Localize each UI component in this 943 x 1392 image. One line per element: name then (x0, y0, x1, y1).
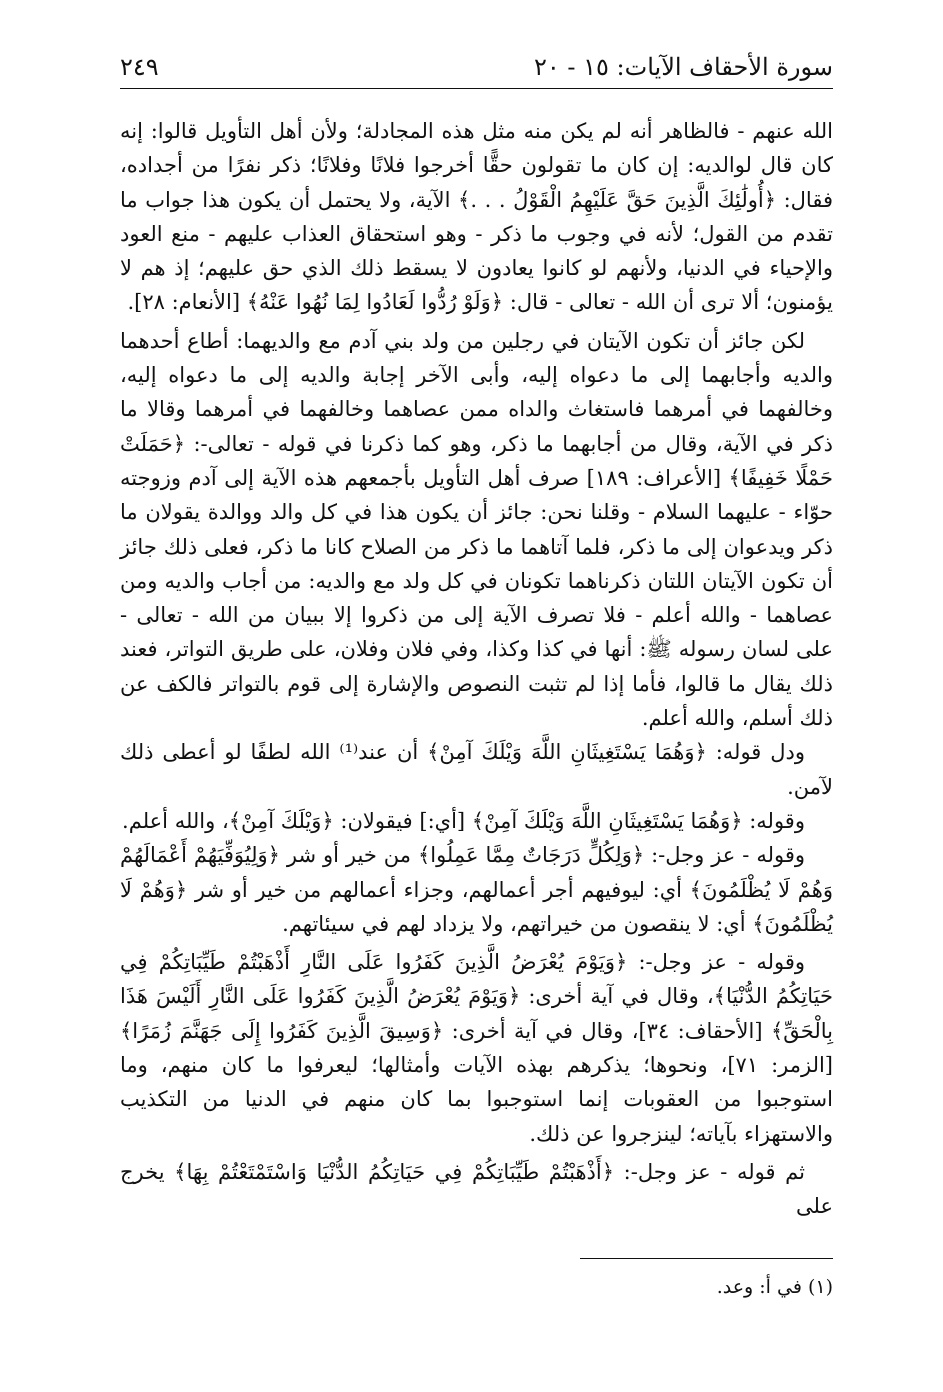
paragraph: لكن جائز أن تكون الآيتان في رجلين من ولد بني آدم مع والديهما: أطاع أحدهما والديه وأجابهما إلى ما دعواه إليه، وأبى الآخر إجابة والديه إلى ما دعواه إليه، وخالفهما في أمرهما فاستغاث والداه ممن عصاهما وخالفهما في أمرهما وقالا ما ذكر في الآية، وقال من أجابهما ما ذكر، وهو كما ذكرنا في قوله - تعالى-: ﴿حَمَلَتْ حَمْلًا خَفِيفًا﴾ [الأعراف: ١٨٩] صرف أهل التأويل بأجمعهم هذه الآية إلى آدم وزوجته حوّاء - عليهما السلام - وقلنا نحن: جائز أن يكون هذا في كل والد ووالدة يقولان ما ذكر ويدعوان إلى ما ذكر، فلما آتاهما ما ذكر من الصلاح كانا ما ذكر، فعلى ذلك جائز أن تكون الآيتان اللتان ذكرناهما تكونان في كل ولد مع والديه: من أجاب والديه ومن عصاهما - والله أعلم - فلا تصرف الآية إلى من ذكروا إلا ببيان من الله - تعالى - على لسان رسوله ﷺ: أنها في كذا وكذا، وفي فلان وفلان، على طريق التواتر، فعند ذلك يقال ما قالوا، فأما إذا لم تثبت النصوص والإشارة إلى قوم بالتواتر فالكف عن ذلك أسلم، والله أعلم. (120, 328, 833, 731)
body-text (120, 114, 833, 1224)
paragraph: وقوله: ﴿وَهُمَا يَسْتَغِيثَانِ اللَّهَ وَيْلَكَ آمِنْ﴾ [أي:] فيقولان: ﴿وَيْلَكَ آمِنْ﴾، والله أعلم. (122, 808, 805, 833)
paragraph: وقوله - عز وجل-: ﴿وَلِكُلٍّ دَرَجَاتٌ مِمَّا عَمِلُوا﴾ من خير أو شر ﴿وَلِيُوَفِّيَهُمْ أَعْمَالَهُمْ وَهُمْ لَا يُظْلَمُونَ﴾ أي: ليوفيهم أجر أعمالهم، وجزاء أعمالهم من خير أو شر ﴿وَهُمْ لَا يُظْلَمُونَ﴾ أي: لا ينقصون من خيراتهم، ولا يزداد لهم في سيئاتهم. (120, 843, 833, 936)
paragraph: ودل قوله: ﴿وَهُمَا يَسْتَغِيثَانِ اللَّهَ وَيْلَكَ آمِنْ﴾ أن عند⁽¹⁾ الله لطفًا لو أعطى ذلك لآمن. (120, 740, 833, 799)
footnote-divider (580, 1258, 833, 1259)
header-divider (120, 88, 833, 89)
paragraph: ثم قوله - عز وجل-: ﴿أَذْهَبْتُمْ طَيِّبَاتِكُمْ فِي حَيَاتِكُمُ الدُّنْيَا وَاسْتَمْتَعْتُمْ بِهَا﴾ يخرج على (120, 1159, 833, 1219)
footnote: (١) في أ: وعد. (716, 1276, 833, 1298)
page-number: ٢٤٩ (120, 53, 159, 81)
paragraph: وقوله - عز وجل-: ﴿وَيَوْمَ يُعْرَضُ الَّذِينَ كَفَرُوا عَلَى النَّارِ أَذْهَبْتُمْ طَيِّبَاتِكُمْ فِي حَيَاتِكُمُ الدُّنْيَا﴾، وقال في آية أخرى: ﴿وَيَوْمَ يُعْرَضُ الَّذِينَ كَفَرُوا عَلَى النَّارِ أَلَيْسَ هَذَا بِالْحَقِّ﴾ [الأحقاف: ٣٤]، وقال في آية أخرى: ﴿وَسِيقَ الَّذِينَ كَفَرُوا إِلَى جَهَنَّمَ زُمَرًا﴾ [الزمر: ٧١]، ونحوها؛ يذكرهم بهذه الآيات وأمثالها؛ ليعرفوا ما كان منهم، وما استوجبوا من العقوبات إنما استوجبوا بما كان منهم في الدنيا من التكذيب والاستهزاء بآياته؛ لينزجروا عن ذلك. (120, 950, 833, 1146)
page-header (120, 50, 833, 86)
running-title: سورة الأحقاف الآيات: ١٥ - ٢٠ (533, 53, 833, 81)
paragraph: الله عنهم - فالظاهر أنه لم يكن منه مثل هذه المجادلة؛ ولأن أهل التأويل قالوا: إنه كان قال لوالديه: إن كان ما تقولون حقًّا أخرجوا فلانًا وفلانًا؛ ذكر نفرًا من أجداده، فقال: ﴿أُولَٰئِكَ الَّذِينَ حَقَّ عَلَيْهِمُ الْقَوْلُ . . .﴾ الآية، ولا يحتمل أن يكون هذا جواب ما تقدم من القول؛ لأنه في وجوب ما ذكر - وهو استحقاق العذاب عليهم - منع العود والإحياء في الدنيا، ولأنهم لو كانوا يعادون لا يسقط ذلك الذي حق عليهم؛ إذ هم لا يؤمنون؛ ألا ترى أن الله - تعالى - قال: ﴿وَلَوْ رُدُّوا لَعَادُوا لِمَا نُهُوا عَنْهُ﴾ [الأنعام: ٢٨]. (120, 119, 834, 315)
